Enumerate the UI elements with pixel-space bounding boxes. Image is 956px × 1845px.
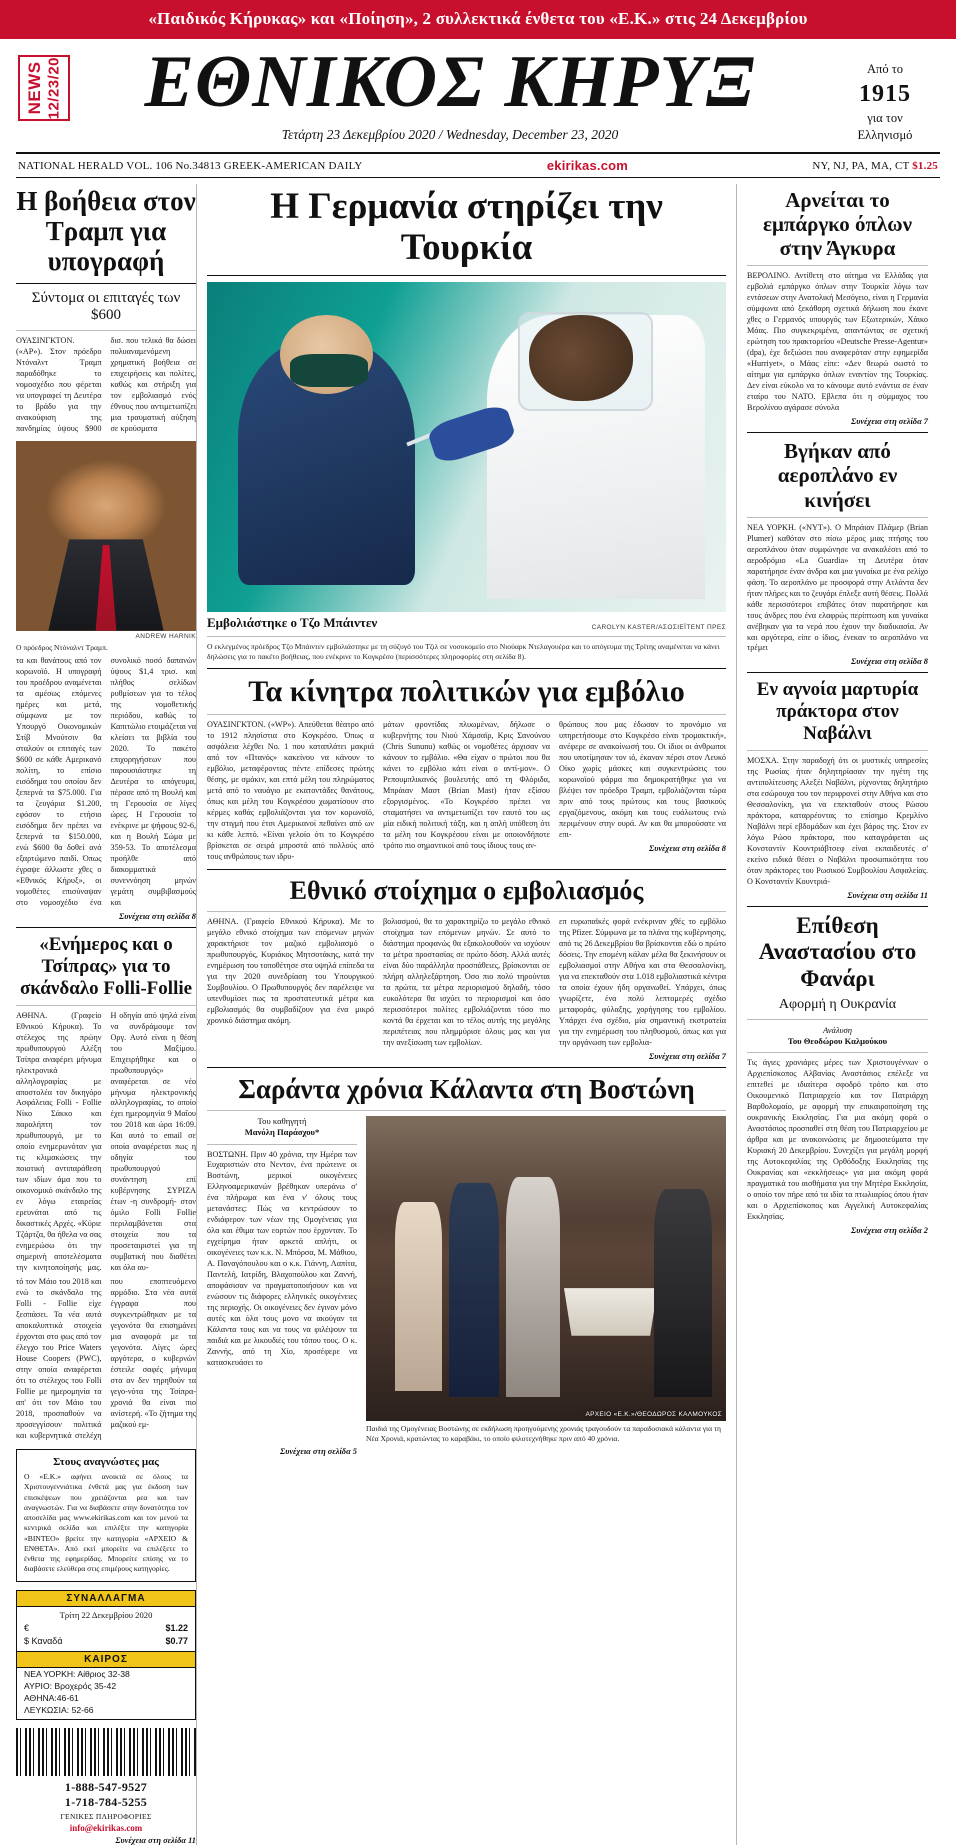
divider xyxy=(207,275,726,276)
since-bottom-label: Ελληνισμό xyxy=(857,128,913,143)
left-second-continued[interactable]: Συνέχεια στη σελίδα 11 xyxy=(115,1835,196,1845)
divider xyxy=(207,714,726,715)
readers-notice-body: Ο «Ε.Κ.» αφήνει ανοικτά σε όλους τα Χριστουγεννιάτικα ένθετά μας για έκδοση των επισκέψεων που χρειάζονται ρεα και των αναγνωστών. Για να διαβάσετε στην δυνατότητα τον αποσελίδα μας www.ekirikas.com και τον μενού τα κεντρικά σελίδα και επιλέξτε την κατηγορία «ΒΙΝΤΕΟ» βρείτε την κατηγορία «ΑΡΧΕΙΟ & ΕΝΘΕΤΑ». Από εκεί μπορείτε να επιλέξετε το ένθετα της εφημερίδας. Μπορείτε επίσης να το διαβάσετε ελεύθερα στις επιμέρους κατηγορίες. xyxy=(24,1472,188,1574)
center-third-headline[interactable]: Εθνικό στοίχημα ο εμβολιασμός xyxy=(289,876,644,905)
boston-byline xyxy=(207,1116,357,1138)
left-second-headline[interactable]: «Ενήμερος και ο Τσίπρας» για το σκάνδαλο Folli-Follie xyxy=(19,934,193,999)
boston-photo-credit: ΑΡΧΕΙΟ «Ε.Κ.»/ΘΕΟΔΩΡΟΣ ΚΑΛΜΟΥΚΟΣ xyxy=(585,1411,722,1419)
masthead xyxy=(16,39,940,144)
boston-photo-caption: Παιδιά της Ομογένειας Βοστώνης σε εκδήλωση προηγούμενης χρονιάς τραγουδούν τα παραδοσιακά κάλαντα για τη Νέα Χρονιά, κρατώντας το καραβάκι, το οποίο φιλοτεχνήθηκε πριν από 40 χρόνια. xyxy=(366,1424,722,1444)
left-article-continued[interactable]: Συνέχεια στη σελίδα 8 xyxy=(119,912,196,922)
center-fourth-headline[interactable]: Σαράντα χρόνια Κάλαντα στη Βοστώνη xyxy=(238,1073,695,1104)
divider xyxy=(16,330,196,331)
divider xyxy=(207,636,726,637)
center-second-headline[interactable]: Τα κίνητρα πολιτικών για εμβόλιο xyxy=(248,674,685,708)
divider xyxy=(747,906,928,907)
center-second-body-2: μάτων φροντίδας πλυωμένων, δήλωσε ο κυβερνήτης του Νιού Χάμσαϊρ, Κρις Σανούνου (Chris Sununu) καθώς οι νομοθέτες άρχισαν να κάνουν το εμβόλιο. «Θα είχαν ο πρώτοι που θα κάνει το εμβόλιο κάτι είναι ο αντί-μον». Ο Ρεπουμπλικανός βουλευτής από τη Φλόριδα, Μπράιαν Μαστ (Brian Mast) ήταν εξίσου εξοργισμένος. «Το Κογκρέσο πρέπει να σταματήσει να αντιμετωπίζει τον εαυτό του ως μία ειδική πολιτική τάξη, και η απλή υπόθεση ότι τα μέλη του Κογκρέσου είναι με οποιονδήποτε τρόπο πιο σημαντικοί από τους ίδιους τους αν- xyxy=(383,720,550,851)
weather-row: ΑΘΗΝΑ:46-61 xyxy=(24,1692,79,1703)
exchange-row xyxy=(17,1635,195,1648)
byline-name: Μανόλη Παράσχου* xyxy=(244,1127,320,1138)
right-body-3: ΜΟΣΧΑ. Στην παραδοχή ότι οι μυστικές υπηρεσίες της Ρωσίας ήταν δηλητηρίασαν την ηγέτη της αντιπολίτευσης Αλεξέι Ναβάλνι, ρίχνοντας δηλητήριο στα εσώρουχα του τον περιφρονεί στην Αθήνα και στο Θεσσαλονίκη, για να επεκταθούν στους Ρώσου πράκτορα, καταρρέοντας το επίσημο Κρεμλίνο Ναβάλνι περί εβδομάδων και έχει βάρος της. Στον εν λόγω Ρώσο πράκτορα, που καταγράφεται ως Κονσταντίν Κουντριάβτσεφ είναι εκπαιδευτές σ' εκείνο ειδικά θέσει ο Ναβάλνι προσωπικότητα του όταν πράκτορες του Ρωσικού Συμβουλίου Ασφαλείας. Ο Κονσταντίν Κουντριά- xyxy=(747,756,928,886)
phone-number-1[interactable]: 1-888-547-9527 xyxy=(64,1779,148,1794)
promo-banner: «Παιδικός Κήρυκας» και «Ποίηση», 2 συλλεκτικά ένθετα του «Ε.Κ.» στις 24 Δεκεμβρίου xyxy=(0,0,956,39)
divider xyxy=(747,1019,928,1020)
divider xyxy=(207,668,726,669)
divider xyxy=(747,265,928,266)
right-body-1: ΒΕΡΟΛΙΝΟ. Αντίθετη στο αίτημα να Ελλάδας για εμβολιά εμπάργκο όπλων στην Τουρκία λόγω των εντάσεων στην Ανατολική Μεσόγειο, είναι η Γερμανία σύμφωνα από ξεκάθαρη σχετικά δήλωση που έκανε χθες ο Γερμανός υπουργός των Εξωτερικών, Χάικο Μάας. Πιο συγκεκριμένα, απαντώντας σε σχετική ερώτηση του πρακτορείου «Deutsche Presse-Agentur» (dpa), έχε δεξιώσει που αναφερόταν στην εφημερίδα «Hurriyet», ο Μάας είπε: «Δεν θεωρώ σωστό το αίτημα για εμπάργκο όπλων εναντίον της Τουρκίας. Δεν είναι εύκολο να το κάνουμε αυτό ενάντια σε έναν εταίρο του ΝΑΤΟ. Εβλεπα ότι η σύμμαχος του Βερολίνου αγάρασε σύνολα xyxy=(747,271,928,413)
volume-info: NATIONAL HERALD VOL. 106 No.34813 GREEK-AMERICAN DAILY xyxy=(18,159,363,172)
contact-email[interactable]: info@ekirikas.com xyxy=(69,1822,143,1833)
divider xyxy=(16,927,196,928)
biden-photo-caption-bold: Εμβολιάστηκε ο Τζο Μπάιντεν xyxy=(207,614,378,630)
exchange-row xyxy=(17,1622,195,1635)
boston-carols-photo xyxy=(366,1116,726,1421)
news-date-badge xyxy=(18,55,70,121)
contact-label: ΓΕΝΙΚΕΣ ΠΛΗΡΟΦΟΡΙΕΣ xyxy=(60,1811,152,1821)
weather-row: ΛΕΥΚΩΣΙΑ: 52-66 xyxy=(24,1704,94,1715)
exchange-header: ΣΥΝΑΛΛΑΓΜΑ xyxy=(17,1591,195,1607)
divider xyxy=(747,432,928,433)
right-continued-4[interactable]: Συνέχεια στη σελίδα 2 xyxy=(851,1226,928,1236)
exchange-row-value: $0.77 xyxy=(165,1636,188,1646)
center-third-body-3: επ ευρωπαϊκές φορά ενέκριναν χθές το εμβόλιο της Pfizer. Σύμφωνα με τα πλάνα της κυβέρνησης, από τις 26 Δεκεμβρίου θα βρίσκονται εδώ ο πρώτο δόσεις. Την επομένη κάλαν μέλα θα ξεκινήσουν οι εμβολιασμοί στην Αθήνα και στα Θεσσαλονίκη, για να επεκταθούν στα 1.018 εμβολιαστικά κέντρα τα οποία έχουν ήδη οργανωθεί. Υπάρχει, όπως γνωρίζετε, ένα πολύ λεπτομερές σχέδιο μεταφοράς, φύλαξης, χορήγησης του εμβολίου. Υπάρχει ένα σχέδιο, μία σημαντική εκστρατεία για την ενημέρωση του πληθυσμού, όπως και για την οργάνωση των εμβολια- xyxy=(559,917,726,1047)
newspaper-logo: ΕΘΝΙΚΟΣ ΚΗΡΥΞ xyxy=(144,41,756,123)
info-bar-rule xyxy=(16,177,940,178)
right-continued-3[interactable]: Συνέχεια στη σελίδα 11 xyxy=(847,890,928,900)
left-article-body-2: τα και θανάτους από τον κορωνοϊό. Η υπογραφή του προέδρου αναμένεται τα αμέσως επόμενες ημέρες και μετά, σύμφωνα με τον Υπουργό Οικονομικών Στίβ Μνούτσιν θα σταλούν οι επιταγές των $600 σε κάθε Αμερικανό πολίτη, το επίσιο εισόδημα του οποίου δεν ξεπερνά τα $75.000. Για τα ζευγάρια $1.200, εφόσον το ετήσιο εισόδημα δεν πρέπει να ξεπερνά τα $150.000, ενώ $600 θα δοθεί ανά εξαρτώμενο παιδί. Όπως έγραψε άλλωστε χθες ο «Εθνικός Κήρυξ», οι νομοθέτες επισύναψαν στο νομοσχέδιο ένα συνολικό ποσό δαπανών ύψους $1,4 τρισ. και πλήθος σελίδων ρυθμίσεων για το τέλος της νομοθετικής περιόδου, καθώς το Καπιτώλιο ετοιμάζεται να κλείσει τα βιβλία του 2020. Το πακέτο επιχορηγήσεων που παρουσιάστηκε τη Δευτέρα το απόγευμα, πέρασε από τη Βουλή και τη Γερουσία σε λίγες ώρες. Η Γερουσία το ενέκρινε με ψήφους 92-6, και η Βουλή Σώμα με 359-53. Το αποτέλεσμα προήλθε από διακομματικά συνεννόηση μηνών γεμάτη συμβιβασμούς και xyxy=(16,656,196,908)
exchange-date: Τρίτη 22 Δεκεμβρίου 2020 xyxy=(59,1609,153,1620)
center-second-body-1: ΟΥΑΣΙΝΓΚΤΟΝ. («WP»). Απεύθεται θέατρο από το 1912 πλησίστια στο Κογκρέσο. Όπως α ασφάλεια λέχθει Νο. 1 που καταπλάτει μακριά από τον «Πτανός» κακείνου να κάνουν το εμβόλιο, μεταφέροντας πέντε επίδεσες πρώτης θέσης, με σμάκιν, και επτά μέλη του πληρώματος μετά από το ναυάγιο με εκατοντάδες θανάτους, όπως και μέλη του Κογκρέσου χωματίσουν στο κέρμες καθάς εμβολιάζονται για τον κορωνοϊό, την στιγμή που έτσι Αμερικανοί πεθαίνει από ων κι κάθε λεπτό. «Είναι γελοίο ότι το Κογκρέσο βρίσκεται σε σειρά μπροστά από πολλούς από τους ανθρώπους των ιδρυ- xyxy=(207,720,374,862)
boston-continued[interactable]: Συνέχεια στη σελίδα 5 xyxy=(280,1446,357,1456)
badge-date-label: 12/23/20 xyxy=(45,57,63,120)
left-lead-headline[interactable]: Η βοήθεια στον Τραμπ για υπογραφή xyxy=(16,186,196,277)
readers-notice-box xyxy=(16,1449,196,1582)
trump-photo xyxy=(16,441,196,631)
divider xyxy=(16,1005,196,1006)
trump-photo-caption: Ο πρόεδρος Ντόναλντ Τραμπ. xyxy=(16,642,108,652)
states-label: NY, NJ, PA, MA, CT xyxy=(812,159,910,172)
center-third-continued[interactable]: Συνέχεια στη σελίδα 7 xyxy=(649,1051,726,1061)
right-continued-1[interactable]: Συνέχεια στη σελίδα 7 xyxy=(851,417,928,427)
left-second-body-1: ΑΘΗΝΑ. (Γραφείο Εθνικού Κήρυκα). Το στέλεχος της πρώην πρωθυπουργού Αλέξη Τσίπρα αναφέρει μήνυμα ηλεκτρονικά αλληλογραφίας με αποστολέα τον δικηγόρο Ασφάλειας Folli - Follie Νίκο Σάκκο και παραλήπτη τον πρωθυπουργό, με το οποίο ενημερωνόταν για τις κλιμακώσεις την ποιοτική αντιπαράθεση των ιδίων άμα που το οικονομικό σκάνδαλο της εν λόγω εταιρείας ερευνάται από τις δικαστικές Αρχές. «Κύριε Τζάρτζα, θα ήθελα να σας ενημερώσω ότι την σημερινή αποτελέσματα την κινητοποίησής μας. Η οδηγία από ψηλά είναι να συνδράμουμε τον Οργ. Αυτό είναι η θέση του Μαξίμου. Επιχειρήθηκε και ο πρωθυπουργός» αναφέρεται σε νέο μήνυμα ηλεκτρονικής αλληλογραφίας, το οποίο έχει ημερομηνία 9 Μαΐου του 2018 και ώρα 16:09. Και αυτό το email σε οποία αναφέρεται πως η οδηγία του πρωθυπουργού συνάντηση επί κυβέρνησης ΣΥΡΙΖΑ έτων -η συνδρομή- στον όμιλο Folli Follie περιλαμβάνεται στα στοιχεία που τα προσεταιριστεί για τη συμβατική που διαθέτει και όλα αυ- xyxy=(16,1010,196,1273)
left-column xyxy=(16,184,196,1844)
since-mid-label: για τον xyxy=(867,111,903,126)
website-link[interactable]: ekirikas.com xyxy=(546,158,629,174)
divider xyxy=(16,283,196,284)
exchange-row-label: $ Καναδά xyxy=(24,1636,63,1646)
exchange-weather-box xyxy=(16,1590,196,1720)
right-headline-2[interactable]: Βγήκαν από αεροπλάνο εν κινήσει xyxy=(777,439,898,512)
weather-row: ΑΥΡΙΟ: Βροχερός 35-42 xyxy=(24,1680,117,1691)
masthead-center xyxy=(70,41,830,143)
trump-photo-credit: ANDREW HARNIK xyxy=(135,632,196,640)
since-year: 1915 xyxy=(859,80,911,107)
center-column xyxy=(196,184,736,1844)
left-article-body-1: ΟΥΑΣΙΝΓΚΤΟΝ. («AP»). Στον πρόεδρο Ντόναλντ Τραμπ παραδόθηκε το νομοσχέδιο που φέρεται να υπογραφεί τη Δευτέρα το βράδυ για την ανακούφιση της πανδημίας ύψους $900 δισ. που τελικά θα δώσει πολυαναμενόμενη χρηματική βοήθεια σε επιχειρήσεις και πολίτες, καθώς και στήριξη για τον εμβολιασμό ενός έθνους που αντιμετωπίζει μια τραυματική αύξηση σε κρούσματα xyxy=(16,335,196,433)
issue-dateline: Τετάρτη 23 Δεκεμβρίου 2020 / Wednesday, December 23, 2020 xyxy=(281,127,619,143)
divider xyxy=(747,517,928,518)
center-second-continued[interactable]: Συνέχεια στη σελίδα 8 xyxy=(649,844,726,854)
center-second-body-3: θρώπους που μας έδωσαν το προνόμιο να υπηρετήσουμε στο Κογκρέσο είναι τρομακτική», ανέφερε σε ανακοίνωσή του. Οι ίδιοι οι άνθρωποι που υποτίμησαν τον ιό, έκαναν πέρσι στον Λευκό Οίκο χωρίς μάσκες και συγκεντρώσεις του κορωνοϊού φάρμα πιο δημοκρατήθηκε για να βλέψει τον πρόεδρο Τραμπ, εμβολιάζονται τώρα πριν από τους πρώτους και τους βασικούς εργαζόμενους, ακόμη και τους ευάλωτους ενώ περιμένουν στην ουρά. Αν και θα μπορούσατε να επι- xyxy=(559,720,726,840)
analysis-author: Του Θεοδώρου Καλμούκου xyxy=(787,1036,888,1047)
exchange-row-label: € xyxy=(24,1623,30,1633)
biden-vaccination-photo xyxy=(207,282,726,612)
exchange-row-value: $1.22 xyxy=(165,1623,188,1633)
biden-photo-credit: CAROLYN KASTER/ΑΣΟΣΙΕΪΤΕΝΤ ΠΡΕΣ xyxy=(591,623,726,631)
right-column xyxy=(736,184,928,1844)
analysis-label: Ανάλυση xyxy=(822,1025,853,1036)
weather-row: ΝΕΑ ΥΟΡΚΗ: Αίθριος 32-38 xyxy=(24,1668,130,1679)
readers-notice-title: Στους αναγνώστες μας xyxy=(53,1456,159,1468)
since-badge xyxy=(830,61,940,144)
byline-prefix: Του καθηγητή xyxy=(257,1116,307,1127)
info-bar xyxy=(16,154,940,177)
divider xyxy=(207,911,726,912)
divider xyxy=(207,1067,726,1068)
right-subhead-4: Αφορμή η Ουκρανία xyxy=(778,997,897,1013)
right-headline-1[interactable]: Αρνείται το εμπάργκο όπλων στην Άγκυρα xyxy=(762,188,913,261)
barcode xyxy=(16,1728,196,1776)
left-lead-subhead: Σύντομα οι επιταγές των $600 xyxy=(31,289,181,323)
price-label: $1.25 xyxy=(912,159,938,172)
center-third-body-2: βολιασμού, θα το χαρακτηρίζω το μεγάλο εθνικό στοίχημα των επόμενων μηνών. Σε αυτό το διάστημα προφανώς θα εξακολουθούν να ισχύουν τα μέτρα προστασίας σε πρώτο δόση. Αλλά αυτές είναι δύο παράλληλα προσπάθειες, βρίσκονται σε πλήρη αλληλεξάρτηση. Όσο πιο πολύ τηρούνται τα πρώτα, τα μέτρα περιορισμού δηλαδή, τόσο ευκολότερα θα ισχύει το περιορισμοί και όσο περισσότεροι πολίτες εμβολιάζονται τόσο πιο κοντά θα έρχεται και το τέλος αυτής της μεγάλης περιπέτειας που πλημμύρισε όλους μας και για την ανεξίσωση των εμβολίων. xyxy=(383,917,550,1047)
right-headline-3[interactable]: Εν αγνοία μαρτυρία πράκτορα στον Ναβάλνι xyxy=(756,679,919,745)
right-continued-2[interactable]: Συνέχεια στη σελίδα 8 xyxy=(851,657,928,667)
since-top-label: Από το xyxy=(867,62,903,76)
weather-header: ΚΑΙΡΟΣ xyxy=(17,1651,195,1668)
boston-body: ΒΟΣΤΩΝΗ. Πριν 40 χρόνια, την Ημέρα των Ευχαριστιών στο Νεντον, ένα πρώτεινε οι Βοστώνη, μερικοί οικογένειες Ελληνοαμερικανών βρέθηκαν υπεράνω σ' ένα πλήρωμα και ένα ν' όλους τους μετανάστες: Πώς να κεντρώσουν το ενδιάφερον των νέων της Ομογένειας για όλα και έθιμα των εορτών που έρχονταν. Το εγχείρημα ήταν αρκετά απλήτι, οι οικογένειες των κ.κ. Ν. Μπόρσα, Μ. Μάθιου, Α. Παναγόπουλου και ο κ.κ. Γιάννη, Λαπίτα, Παντελή, Ιατρίδη, Βλαχοπούλου και Ζαννή, αποφάσισαν να πραγματοποιήσουν και να ενώσουν τις διάφορες ελληνικές οικογένειες της περιοχής. Οι οικογένειες δεν έγιναν μόνο αυτές και όλα τους μονο να ακούγαν τα Κάλαντα τους και να τους να φιλέψουν τα παιδιά και με λικουδιές του τόπου τους. Ο κ. Ζαννής, από τη Χίο, προσέφερε να κατασκευάσει το xyxy=(207,1149,357,1368)
right-headline-4[interactable]: Επίθεση Αναστασίου στο Φανάρι xyxy=(758,912,917,991)
page-grid xyxy=(16,184,940,1844)
analysis-byline xyxy=(747,1025,928,1047)
right-body-2: ΝΕΑ ΥΟΡΚΗ. («NYT»). Ο Μπράιαν Πλάμερ (Brian Plumer) καθόταν στο πίσω μέρος μιας πτήσης του αεροπλάνου όταν συμφώνησε να ανακαλέσει από το αεροδρόμιο «La Guardia» τη Δευτέρα όταν παρατήρησε έναν άνδρα και μια γυναίκα με ένα ρελίχο φάση. Το αεροπλάνο με προσφορά στην Ατλάντα δεν ήταν πλήρες και το ζευγάρι έπλεξε αυτή θέσεις. Πολλά κάθε περισσότεροι επιβάτες όταν παρατήρησε και τους άνδρες που ένα ελαφρώς περίπτωση και γυναίκα ανέβηκαν για τα νερά που έχουν την διαδικασία. Αν και αργότερα, είπε ο ίδιος, ένεκαν το αεροπλάνο να τρέμει xyxy=(747,522,928,653)
left-second-body-2: τό τον Μάιο του 2018 και ενώ το σκάνδαλο της Folli - Follie είχε ξεσπάσει. Τα νέα αυτά αποκαλυπτικά στοιχεία έρχονται στο φως από τον έλεγχο του Price Waters House Coopers (PWC), στην οποία αναφέρεται ότι το στέλεχος του Folli Follie με ημερομηνία τα απ' ότι τον Μάιο του 2018, προσπαθούν να προσεγγίσουν πολιτικά και κυβερνητικά στελέχη που εποπτευόμενο αρμόδιο. Στα νέα αυτά έγγραφα που συγκεντρώθηκαν με τα γεγονότα θα επισημάνει μια αναφορά με τα γεγονότα. Λίγες ώρες αργότερα, ο κυβερνών έστειλε σαφές μήνυμα στα αν δεν τηρηθούν τα γεγο-νότα της Τσίπρα-χρονιά θα είναι πιο ανίστερή. «Το ζήτημα της μαζικού εμ- xyxy=(16,1277,196,1441)
divider xyxy=(747,1052,928,1053)
phone-number-2[interactable]: 1-718-784-5255 xyxy=(64,1794,148,1809)
divider xyxy=(207,869,726,870)
divider xyxy=(207,1144,357,1145)
divider xyxy=(207,1110,726,1111)
contact-box xyxy=(16,1780,196,1833)
biden-photo-caption: Ο εκλεγμένος πρόεδρος Τζο Μπάιντεν εμβολιάστηκε με τη σύζυγό του Τζιλ σε νοσοκομείο στο Νιούαρκ Ντελαγουέρα και το απόγευμα της Τρίτης αναμένεται να κάνει δηλώσεις για το πακέτο βοήθειας, που ενέκρινε το Κογκρέσο (περισσότερες πληροφορίες στη σελίδα 8). xyxy=(207,641,720,661)
divider xyxy=(747,750,928,751)
center-lead-headline[interactable]: Η Γερμανία στηρίζει την Τουρκία xyxy=(270,186,663,269)
divider xyxy=(747,672,928,673)
center-third-body-1: ΑΘΗΝΑ. (Γραφείο Εθνικού Κήρυκα). Με το μεγάλο εθνικό στοίχημα των επόμενων μηνών χαρακτήρισε τον μαζικό εμβολιασμό ο πρωθυπουργός, Κυριάκος Μητσοτάκης, κατά την ενημέρωση του τοποθέτησε στα υψηλά επίπεδα τα για την 2020 συνεδρίαση του Υπουργικού Συμβουλίου. Ο Πρωθυπουργός δεν παρέλειψε να υπενθυμίσει πως τα προστατευτικά μέτρα και εμβολιασμός θα συμβαδίζουν για ένα μικρό χρονικό διάστημα ακόμη. xyxy=(207,917,374,1025)
price-info xyxy=(812,160,938,172)
badge-news-label: NEWS xyxy=(25,61,44,115)
right-body-4: Τις άγιες χρονιάρες μέρες των Χριστουγέννων ο Αρχιεπίσκοπος Αλβανίας Αναστάσιος επέλεξε να επιτεθεί με ιδιαίτερα σφοδρό τρόπο και στο Οικουμενικό Πατριαρχείο και τον Πατριάρχη Βαρθολομαίο, με αφορμή την επικαιροποίηση της ουκρανικής Εκκλησίας. Για μια ακόμη φορά ο Αναστάσιος προσπαθεί στη θέση του Πατριαρχείου με άρθρα και με ανακοινώσεις με δημοσιεύματα την Κυριακή 20 Δεκεμβρίου. Συνεχίζει για μεγάλη μορφή της Αυτοκεφαλίας της Ορθόδοξης Εκκλησίας της Ουκρανίας και «εκκλήσεως» για μια ακόμη φορά πραγματικά του αισθήματα για την Μητέρα Εκκλησία, ο οποίο τον πήρε από τα ιδία τα πτωλιαρίος όπου ήταν και ο Αρχιεπίσκοπος και Αγγελική Αυτοκεφαλίας Εκκλησίας. xyxy=(747,1058,928,1222)
